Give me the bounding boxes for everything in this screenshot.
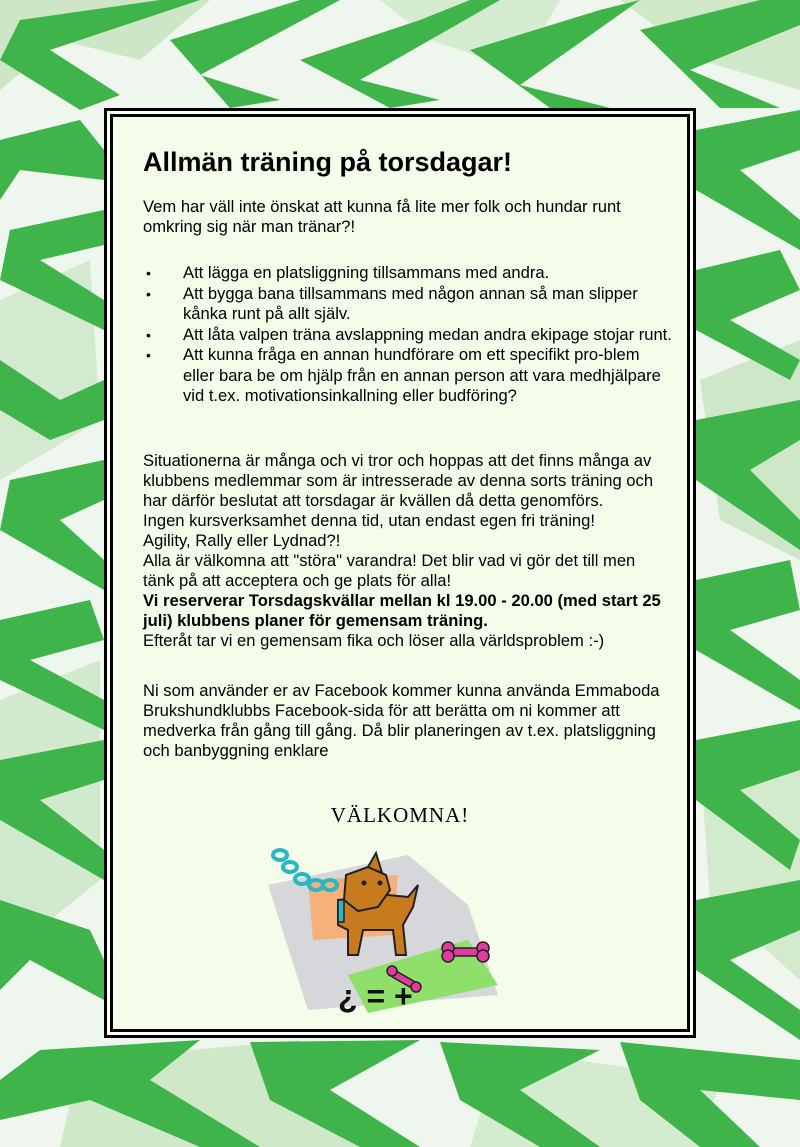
list-item-text: Att lägga en platsliggning tillsammans med andra.	[183, 263, 550, 282]
list-item	[143, 263, 673, 284]
intro-paragraph: Vem har väll inte önskat att kunna få lite mer folk och hundar runt omkring sig när man tränar?!	[143, 197, 621, 236]
bullet-list	[143, 263, 673, 407]
situation-paragraph	[143, 451, 663, 651]
formula-symbols: ¿ = +	[338, 978, 413, 1014]
poster-title: Allmän träning på torsdagar!	[143, 147, 513, 177]
list-item	[143, 325, 673, 346]
reservation-bold: Vi reserverar Torsdagskvällar mellan kl 19.00 - 20.00 (med start 25 juli) klubbens planer för gemensam träning.	[143, 591, 661, 630]
reservation-bold-text	[143, 591, 663, 631]
facebook-paragraph: Ni som använder er av Facebook kommer kunna använda Emmaboda Brukshundklubbs Facebook-sida för att berätta om ni kommer att medverka från gång till gång. Då blir planeringen av t.ex. platsliggning och banbyggning enklare	[143, 681, 660, 760]
bullet-icon: •	[146, 285, 151, 302]
welcome-heading: VÄLKOMNA!	[330, 803, 470, 827]
situation-line: Situationerna är många och vi tror och hoppas att det finns många av klubbens medlemmar som är intresserade av denna sorts träning och har därför beslutat att torsdagar är kvällen då detta genomförs.	[143, 451, 654, 510]
dog-clipart-icon	[268, 845, 508, 1015]
situation-line: Alla är välkomna att "störa" varandra! Det blir vad vi gör det till men tänk på att acceptera och ge plats för alla!	[143, 551, 636, 590]
situation-line: Efteråt tar vi en gemensam fika och löser alla världsproblem :-)	[143, 631, 605, 650]
bullet-icon: •	[146, 265, 151, 281]
situation-line: Agility, Rally eller Lydnad?!	[143, 531, 341, 550]
poster-frame-white-border	[107, 111, 693, 1035]
situation-line: Ingen kursverksamhet denna tid, utan endast egen fri träning!	[143, 511, 596, 530]
bullet-icon: •	[146, 347, 151, 363]
list-item	[143, 345, 673, 407]
bullet-icon: •	[146, 326, 151, 343]
list-item	[143, 284, 673, 325]
poster-content	[113, 117, 687, 1029]
list-item-text: Att låta valpen träna avslappning medan andra ekipage stojar runt.	[183, 324, 672, 344]
list-item-text: Att bygga bana tillsammans med någon annan så man slipper kånka runt på allt själv.	[183, 283, 638, 323]
list-item-text: Att kunna fråga en annan hundförare om ett specifikt pro-blem eller bara be om hjälp från en annan person att vara medhjälpare vid t.ex. motivationsinkallning eller budföring?	[183, 345, 661, 405]
poster-frame	[104, 108, 696, 1038]
